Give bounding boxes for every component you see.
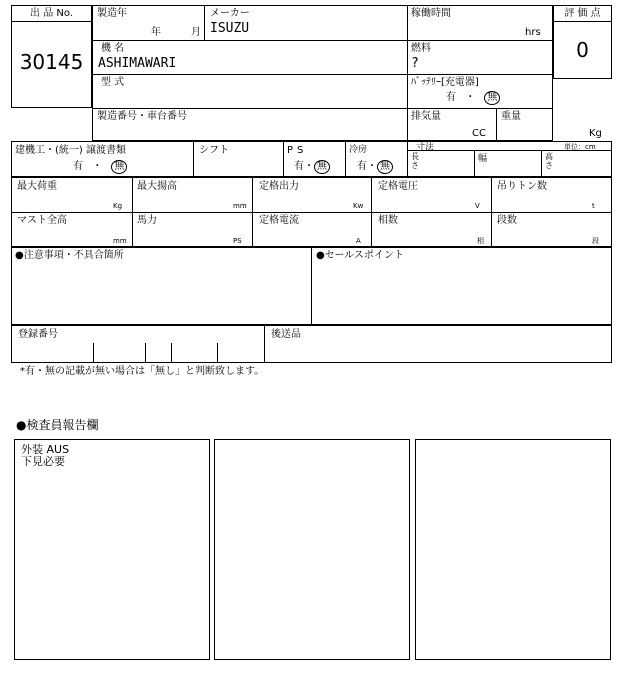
battery-options xyxy=(446,91,500,105)
phase-count-label: 相数 xyxy=(378,215,398,226)
transfer-doc-options xyxy=(73,160,127,174)
rated-output-unit: Kw xyxy=(353,202,364,210)
footnote: *有・無の記載が無い場合は「無し」と判断致します。 xyxy=(20,366,265,377)
rated-output-label: 定格出力 xyxy=(259,181,299,192)
shipping-items-label: 後送品 xyxy=(271,329,301,340)
lot-number-value: 30145 xyxy=(19,50,84,74)
phase-count-unit: 相 xyxy=(477,237,484,245)
notes-label: ●注意事項・不具合箇所 xyxy=(15,250,124,261)
ps-yes: 有 xyxy=(294,161,304,172)
sales-point-label: ●セールスポイント xyxy=(316,250,404,261)
inspector-report-box-3 xyxy=(415,439,611,660)
cooling-dot: ・ xyxy=(367,161,377,172)
hours-unit: hrs xyxy=(525,27,541,38)
rated-voltage-unit: V xyxy=(475,202,480,210)
operating-hours-label: 稼働時間 xyxy=(411,8,451,19)
inspector-report-box-2 xyxy=(214,439,410,660)
battery-label: ﾊﾞｯﾃﾘｰ[充電器] xyxy=(411,77,479,88)
stage-count-label: 段数 xyxy=(497,215,517,226)
ps-options xyxy=(294,160,330,174)
year-unit: 年 xyxy=(151,27,161,38)
max-lift-height-unit: mm xyxy=(233,202,247,210)
ps-no-circled: 無 xyxy=(314,160,330,174)
inspector-report-box-1 xyxy=(14,439,210,660)
cooling-label: 冷房 xyxy=(349,145,368,155)
shift-label: シフト xyxy=(199,145,229,156)
lot-number-label: 出 品 No. xyxy=(30,8,73,19)
rated-current-label: 定格電流 xyxy=(259,215,299,226)
dimensions-unit-note: 単位：cm xyxy=(564,143,596,151)
rating-value: 0 xyxy=(576,38,589,62)
model-name-value: ASHIMAWARI xyxy=(98,56,177,71)
cooling-yes: 有 xyxy=(357,161,367,172)
horsepower-unit: PS xyxy=(233,237,242,245)
rated-current-unit: A xyxy=(356,237,361,245)
displacement-unit: CC xyxy=(472,128,486,139)
manufacture-year-label: 製造年 xyxy=(97,8,127,19)
ps-label: PS xyxy=(287,145,308,156)
transfer-doc-no-circled: 無 xyxy=(111,160,127,174)
model-type-label: 型 式 xyxy=(101,77,125,88)
fuel-value: ? xyxy=(411,56,419,71)
cooling-no-circled: 無 xyxy=(377,160,393,174)
ps-dot: ・ xyxy=(304,161,314,172)
transfer-doc-dot: ・ xyxy=(92,161,103,172)
battery-dot: ・ xyxy=(465,92,476,103)
weight-label: 重量 xyxy=(501,111,521,122)
registration-section xyxy=(11,325,612,363)
lifting-tonnage-label: 吊りトン数 xyxy=(497,181,547,192)
max-load-unit: Kg xyxy=(113,202,123,210)
month-unit: 月 xyxy=(191,27,201,38)
max-lift-height-label: 最大揚高 xyxy=(137,181,177,192)
mast-height-unit: mm xyxy=(113,237,127,245)
inspector-report-title: ●検査員報告欄 xyxy=(16,418,99,432)
maker-value: ISUZU xyxy=(210,21,250,36)
stage-count-unit: 段 xyxy=(592,237,599,245)
transfer-doc-label: 建機工・(統一) 譲渡書類 xyxy=(15,145,126,156)
fuel-label: 燃料 xyxy=(411,43,431,54)
registration-number-label: 登録番号 xyxy=(18,329,58,340)
lifting-tonnage-unit: t xyxy=(592,202,595,210)
transfer-doc-yes: 有 xyxy=(73,161,83,172)
dimension-width-label: 幅 xyxy=(478,154,488,164)
maker-label: メーカー xyxy=(210,8,250,19)
max-load-label: 最大荷重 xyxy=(17,181,57,192)
battery-yes: 有 xyxy=(446,92,456,103)
model-name-label: 機 名 xyxy=(101,43,125,54)
horsepower-label: 馬力 xyxy=(137,215,157,226)
rating-label: 評 価 点 xyxy=(564,8,601,19)
dimensions-label: 寸法 xyxy=(416,143,435,153)
inspector-report-box-1-text: 外装 AUS 下見必要 xyxy=(21,443,70,468)
mast-height-label: マスト全高 xyxy=(17,215,67,226)
cooling-options xyxy=(357,160,393,174)
rated-voltage-label: 定格電圧 xyxy=(378,181,418,192)
weight-unit: Kg xyxy=(589,128,602,139)
dimension-height-label: 高 さ xyxy=(545,152,553,170)
serial-number-label: 製造番号・車台番号 xyxy=(97,111,187,122)
dimension-length-label: 長 さ xyxy=(411,152,419,170)
displacement-label: 排気量 xyxy=(411,111,441,122)
battery-no-circled: 無 xyxy=(484,91,500,105)
